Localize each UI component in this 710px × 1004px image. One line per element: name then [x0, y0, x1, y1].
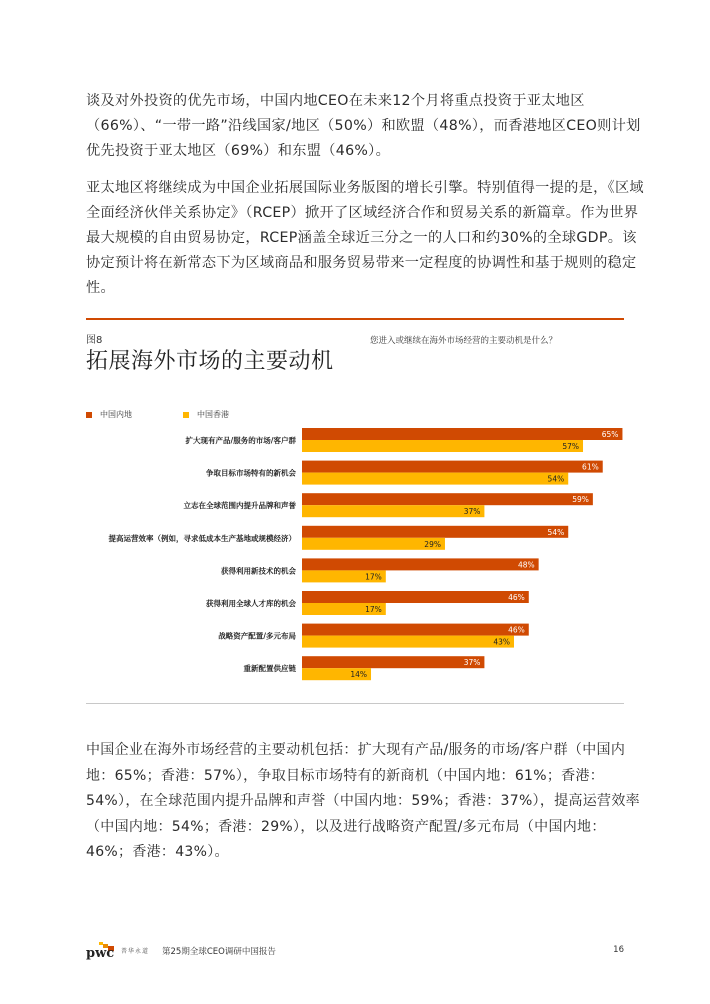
page-footer — [86, 942, 624, 962]
value-label-hongkong: 54% — [547, 474, 565, 484]
legend-label-hongkong: 中国香港 — [197, 410, 229, 419]
legend-label-mainland: 中国内地 — [100, 410, 132, 419]
figure-label: 图8 — [86, 335, 103, 346]
value-label-hongkong: 37% — [463, 507, 481, 517]
value-label-mainland: 37% — [463, 658, 481, 668]
figure-title: 拓展海外市场的主要动机 — [86, 349, 334, 374]
bar-mainland — [302, 428, 622, 440]
value-label-mainland: 61% — [582, 462, 599, 472]
pwc-logo — [86, 942, 116, 960]
value-label-mainland: 59% — [572, 495, 589, 505]
bar-mainland — [302, 461, 603, 473]
bar-hongkong — [302, 473, 568, 485]
value-label-hongkong: 57% — [562, 442, 580, 451]
value-label-hongkong: 14% — [350, 670, 368, 680]
value-label-mainland: 48% — [517, 560, 535, 570]
bar-hongkong — [302, 636, 514, 648]
bar-hongkong — [302, 505, 484, 517]
bar-mainland — [302, 526, 568, 538]
rcep-paragraph: 亚太地区将继续成为中国企业拓展国际业务版图的增长引擎。特别值得一提的是，《区域全面经济伙伴关系协定》（RCEP）掀开了区域经济合作和贸易关系的新篇章。作为世界最大规模的自由贸易协定，RCEP涵盖全球近三分之一的人口和约30%的全球GDP。该协定预计将在新常态下为区域商品和服务贸易带来一定程度的协调性和基于规则的稳定性。 — [86, 180, 644, 296]
bar-mainland — [302, 591, 529, 603]
category-label: 获得利用全球人才库的机会 — [206, 599, 296, 608]
category-label: 战略资产配置/多元布局 — [218, 631, 296, 641]
value-label-hongkong: 17% — [365, 605, 382, 614]
category-label: 争取目标市场特有的新机会 — [206, 468, 296, 478]
value-label-mainland: 46% — [508, 625, 525, 635]
bar-mainland — [302, 624, 529, 636]
value-label-mainland: 54% — [547, 527, 565, 537]
pwc-logo-text: pwc — [86, 946, 115, 960]
category-label: 重新配置供应链 — [243, 664, 296, 674]
bar-mainland — [302, 656, 484, 668]
figure-question: 您进入或继续在海外市场经营的主要动机是什么？ — [370, 336, 558, 346]
pwc-slogan: 普华永道 — [121, 948, 150, 955]
bar-mainland — [302, 493, 593, 505]
bar-mainland — [302, 558, 539, 570]
value-label-hongkong: 43% — [493, 637, 510, 647]
intro-paragraph: 谈及对外投资的优先市场，中国内地CEO在未来12个月将重点投资于亚太地区（66%）、“一带一路”沿线国家/地区（50%）和欧盟（48%），而香港地区CEO则计划优先投资于亚太地区（69%）和东盟（46%）。 — [86, 93, 641, 159]
page-number: 16 — [613, 945, 624, 955]
bar-hongkong — [302, 440, 583, 452]
category-label: 获得利用新技术的机会 — [221, 566, 296, 576]
value-label-mainland: 65% — [601, 430, 619, 439]
category-label: 提高运营效率（例如，寻求低成本生产基地或规模经济） — [108, 533, 296, 543]
value-label-mainland: 46% — [508, 593, 525, 602]
value-label-hongkong: 17% — [365, 572, 382, 582]
footer-title: 第25期全球CEO调研中国报告 — [162, 947, 276, 957]
category-label: 扩大现有产品/服务的市场/客户群 — [185, 436, 296, 445]
summary-paragraph: 中国企业在海外市场经营的主要动机包括：扩大现有产品/服务的市场/客户群（中国内地：65%；香港：57%），争取目标市场特有的新商机（中国内地：61%；香港：54%），在全球范围内提升品牌和声誉（中国内地：59%；香港：37%），提高运营效率（中国内地：54%；香港：29%），以及进行战略资产配置/多元布局（中国内地：46%；香港：43%）。 — [86, 742, 640, 860]
value-label-hongkong: 29% — [424, 539, 441, 549]
category-label: 立志在全球范围内提升品牌和声誉 — [183, 501, 296, 511]
figure-bottom-rule — [86, 703, 624, 704]
